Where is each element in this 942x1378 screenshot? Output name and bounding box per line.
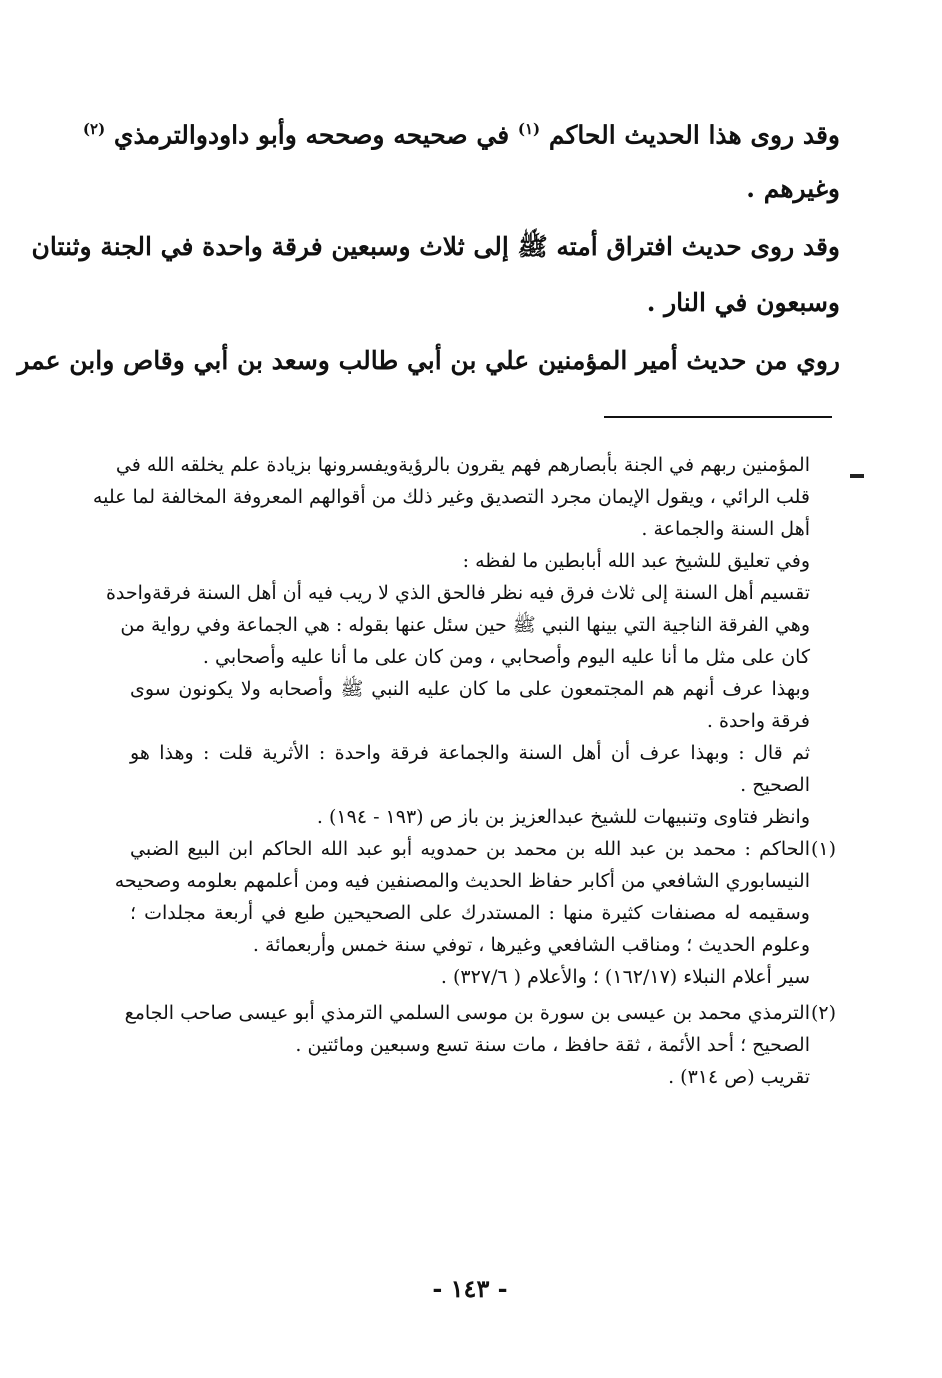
footnote-cont-line: فرقة واحدة . [706, 710, 810, 732]
footnote-1-line: النيسابوري الشافعي من أكابر حفاظ الحديث والمصنفين فيه ومن أعلمهم بعلومه وصحيحه [114, 870, 810, 892]
footnote-cont-line: ثم قال : وبهذا عرف أن أهل السنة والجماعة فرقة واحدة : الأثرية قلت : وهذا هو [130, 742, 810, 764]
footnote-2-number: (٢) [810, 1002, 836, 1024]
main-text-line-5: روي من حديث أمير المؤمنين علي بن أبي طالب وسعد بن أبي وقاص وابن عمر [17, 346, 840, 375]
footnote-1-line: الحاكم : محمد بن عبد الله بن محمد بن حمدويه أبو عبد الله الحاكم ابن البيع الضبي [130, 838, 810, 860]
footnote-cont-line: وفي تعليق للشيخ عبد الله أبابطين ما لفظه : [462, 550, 810, 572]
footnote-2-line: تقريب (ص ٣١٤) . [668, 1066, 810, 1088]
footnote-cont-line: وهي الفرقة الناجية التي بينها النبي ﷺ حين سئل عنها بقوله : هي الجماعة وفي رواية من [120, 614, 810, 636]
footnote-cont-line: المؤمنين ربهم في الجنة بأبصارهم فهم يقرون بالرؤيةويفسرونها بزيادة علم يخلقه الله في [115, 454, 810, 476]
page-number: - ١٤٣ - [432, 1274, 508, 1303]
footnote-cont-line: وبهذا عرف أنهم هم المجتمعون على ما كان عليه النبي ﷺ وأصحابه ولا يكونون سوى [130, 678, 810, 700]
continuation-mark [850, 474, 864, 478]
footnote-ref-1[interactable]: (١) [517, 120, 541, 138]
main-text-line-4: وسبعون في النار . [646, 288, 840, 317]
footnote-cont-line: أهل السنة والجماعة . [641, 518, 810, 540]
footnote-cont-line: تقسيم أهل السنة إلى ثلاث فرق فيه نظر فالحق الذي لا ريب فيه أن أهل السنة فرقةواحدة [105, 582, 810, 604]
footnote-ref-2[interactable]: (٢) [82, 120, 106, 138]
footnote-cont-line: وانظر فتاوى وتنبيهات للشيخ عبدالعزيز بن باز ص (١٩٣ - ١٩٤) . [316, 806, 810, 828]
footnote-2-line: الترمذي محمد بن عيسى بن سورة بن موسى السلمي الترمذي أبو عيسى صاحب الجامع [124, 1002, 810, 1024]
footnote-1-line: وعلوم الحديث ؛ ومناقب الشافعي وغيرها ، توفي سنة خمس وأربعمائة . [252, 934, 810, 956]
footnote-1-line: سير أعلام النبلاء (١٦٢/١٧) ؛ والأعلام ( ٣٢٧/٦) . [440, 966, 810, 988]
footnote-1-number: (١) [810, 838, 836, 860]
footnote-1-line: وسقيمه له مصنفات كثيرة منها : المستدرك على الصحيحين طبع في أربعة مجلدات ؛ [130, 902, 810, 924]
footnote-cont-line: الصحيح . [740, 774, 810, 796]
footnote-2-line: الصحيح ؛ أحد الأئمة ، ثقة حافظ ، مات سنة تسع وسبعين ومائتين . [295, 1034, 810, 1056]
main-text-line-3: وقد روى حديث افتراق أمته ﷺ إلى ثلاث وسبعين فرقة واحدة في الجنة وثنتان [31, 232, 840, 261]
footnote-cont-line: كان على مثل ما أنا عليه اليوم وأصحابي ، ومن كان على ما أنا عليه وأصحابي . [202, 646, 810, 668]
footnote-cont-line: قلب الرائي ، ويقول الإيمان مجرد التصديق وغير ذلك من أقوالهم المعروفة المخالفة لما عليه [92, 486, 810, 508]
main-text-line-2: وغيرهم . [746, 174, 840, 203]
footnote-separator [604, 416, 832, 418]
main-text-line-1: وقد روى هذا الحديث الحاكم $^{(١)}$ في صحيحه وصححه وأبو داودوالترمذي $^{(٢)}$ [82, 120, 840, 150]
